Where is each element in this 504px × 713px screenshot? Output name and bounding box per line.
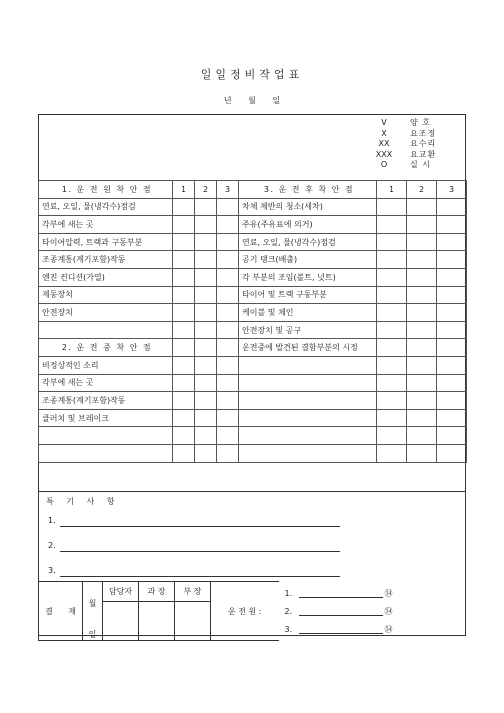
- check-box[interactable]: [377, 409, 407, 427]
- check-box[interactable]: [217, 392, 239, 410]
- check-box[interactable]: [377, 427, 407, 445]
- checklist-row: [39, 304, 467, 322]
- legend-symbol: O: [380, 160, 388, 169]
- check-box[interactable]: [217, 444, 239, 462]
- seal-mark: ㉞: [384, 606, 393, 616]
- checklist-row: [39, 444, 467, 462]
- col-number: 2: [407, 181, 437, 199]
- col-number: 1: [377, 181, 407, 199]
- legend-text: 요교환: [410, 149, 437, 159]
- left-check-item: [39, 321, 173, 339]
- notes-title: 특 기 사 항: [46, 497, 120, 506]
- left-check-item: 엔진 컨디션(가열): [39, 268, 173, 286]
- check-box[interactable]: [195, 339, 217, 357]
- check-box[interactable]: [217, 216, 239, 234]
- note-line-2[interactable]: [48, 541, 56, 550]
- check-box[interactable]: [437, 286, 467, 304]
- col-number: 3: [217, 181, 239, 199]
- right-check-item: 운전중에 발견된 결함부분의 시정: [239, 339, 377, 357]
- check-box[interactable]: [437, 374, 467, 392]
- check-box[interactable]: [173, 392, 195, 410]
- check-box[interactable]: [217, 374, 239, 392]
- checklist-row: [39, 409, 467, 427]
- legend-symbol: XXX: [375, 149, 393, 159]
- sign-box-manager[interactable]: [103, 601, 139, 640]
- driver-line[interactable]: [285, 602, 467, 620]
- check-box[interactable]: [217, 321, 239, 339]
- left-section-header: 1. 운 전 원 착 안 점: [39, 181, 173, 199]
- check-box[interactable]: [173, 409, 195, 427]
- check-box[interactable]: [377, 198, 407, 216]
- check-box[interactable]: [437, 444, 467, 462]
- check-box[interactable]: [377, 304, 407, 322]
- check-box[interactable]: [173, 444, 195, 462]
- check-box[interactable]: [195, 321, 217, 339]
- check-box[interactable]: [407, 198, 437, 216]
- left-check-item: [39, 427, 173, 445]
- legend-row: [372, 118, 450, 129]
- right-check-item: [239, 444, 377, 462]
- check-box[interactable]: [437, 304, 467, 322]
- right-section-header: 3. 운 전 후 착 안 점: [239, 181, 377, 199]
- checklist-row: [39, 198, 467, 216]
- sign-box-section-chief[interactable]: [139, 601, 175, 640]
- check-box[interactable]: [437, 251, 467, 269]
- check-box[interactable]: [173, 233, 195, 251]
- note-number: 1.: [48, 516, 56, 525]
- driver-line[interactable]: [285, 620, 467, 638]
- col-number: 3: [437, 181, 467, 199]
- checklist-row: [39, 268, 467, 286]
- right-check-item: 타이어 및 트랙 구동부분: [239, 286, 377, 304]
- check-box[interactable]: [437, 409, 467, 427]
- right-check-item: 차체 제반의 청소(세차): [239, 198, 377, 216]
- check-box[interactable]: [173, 198, 195, 216]
- legend-symbol: XX: [378, 139, 390, 148]
- check-box[interactable]: [377, 392, 407, 410]
- check-box[interactable]: [407, 216, 437, 234]
- check-box[interactable]: [173, 268, 195, 286]
- left-check-item: 조종계통(계기포함)작동: [39, 392, 173, 410]
- left-check-item: 비정상적인 소리: [39, 356, 173, 374]
- date-month-label: 월: [248, 96, 256, 105]
- role-section-chief: 과 장: [139, 582, 175, 602]
- checklist-row: [39, 251, 467, 269]
- right-check-item: [239, 374, 377, 392]
- right-check-item: 연료, 오일, 물(냉각수)점검: [239, 233, 377, 251]
- date-day-label: 일: [272, 96, 281, 105]
- check-box[interactable]: [217, 268, 239, 286]
- check-box[interactable]: [217, 233, 239, 251]
- legend-text: 양 호: [410, 118, 431, 127]
- left-check-item: 조종계통(계기포함)작동: [39, 251, 173, 269]
- check-box[interactable]: [437, 427, 467, 445]
- col-number: 1: [173, 181, 195, 199]
- sign-box-dept-head[interactable]: [175, 601, 211, 640]
- check-box[interactable]: [407, 233, 437, 251]
- check-box[interactable]: [437, 321, 467, 339]
- day-label: 일: [88, 630, 97, 639]
- seal-mark: ㉞: [384, 588, 393, 598]
- left-check-item: 제동장치: [39, 286, 173, 304]
- check-box[interactable]: [377, 356, 407, 374]
- check-box[interactable]: [217, 198, 239, 216]
- check-box[interactable]: [407, 356, 437, 374]
- approval-label-b: 재: [68, 606, 76, 616]
- checklist-table: [38, 180, 467, 463]
- check-box[interactable]: [195, 444, 217, 462]
- driver-label: 운 전 원 :: [211, 582, 279, 641]
- role-manager: 담당자: [103, 582, 139, 602]
- col-number: 2: [195, 181, 217, 199]
- check-box[interactable]: [437, 392, 467, 410]
- check-box[interactable]: [195, 356, 217, 374]
- check-box[interactable]: [217, 286, 239, 304]
- check-box[interactable]: [173, 304, 195, 322]
- legend-row: [372, 150, 450, 161]
- check-box[interactable]: [437, 233, 467, 251]
- role-dept-head: 부 장: [175, 582, 211, 602]
- driver-sign-area: [279, 582, 467, 641]
- checklist-row: [39, 427, 467, 445]
- approval-label-cell: [39, 582, 83, 641]
- right-check-item: 각 부분의 조임(볼트, 넛트): [239, 268, 377, 286]
- check-box[interactable]: [173, 427, 195, 445]
- check-box[interactable]: [407, 286, 437, 304]
- checklist-row: [39, 286, 467, 304]
- left-check-item: 각부에 새는 곳: [39, 216, 173, 234]
- check-box[interactable]: [195, 374, 217, 392]
- right-check-item: [239, 409, 377, 427]
- check-box[interactable]: [195, 392, 217, 410]
- checklist-header-row: [39, 181, 467, 199]
- check-box[interactable]: [377, 339, 407, 357]
- check-box[interactable]: [195, 233, 217, 251]
- check-box[interactable]: [437, 356, 467, 374]
- check-box[interactable]: [377, 233, 407, 251]
- check-box[interactable]: [407, 304, 437, 322]
- checklist-row: [39, 392, 467, 410]
- check-box[interactable]: [217, 356, 239, 374]
- right-check-item: 주유(주유표에 의거): [239, 216, 377, 234]
- check-box[interactable]: [377, 268, 407, 286]
- date-year-label: 년: [223, 96, 232, 105]
- check-box[interactable]: [437, 198, 467, 216]
- note-line-3[interactable]: [48, 566, 56, 575]
- check-box[interactable]: [377, 444, 407, 462]
- check-box[interactable]: [173, 374, 195, 392]
- note-line-1[interactable]: [48, 516, 56, 525]
- check-box[interactable]: [407, 427, 437, 445]
- checklist-row: [39, 339, 467, 357]
- month-label: 월: [88, 599, 97, 608]
- approval-table: [38, 581, 467, 641]
- check-box[interactable]: [407, 444, 437, 462]
- right-check-item: 공기 탱크(배출): [239, 251, 377, 269]
- check-box[interactable]: [173, 286, 195, 304]
- check-box[interactable]: [217, 409, 239, 427]
- left-check-item: [39, 444, 173, 462]
- check-box[interactable]: [173, 339, 195, 357]
- driver-line-number: 1.: [284, 588, 293, 598]
- legend-text: 요조정: [410, 128, 437, 138]
- checklist-row: [39, 216, 467, 234]
- check-box[interactable]: [173, 356, 195, 374]
- check-box[interactable]: [437, 339, 467, 357]
- status-legend: [372, 118, 450, 171]
- check-box[interactable]: [407, 409, 437, 427]
- driver-line-number: 3.: [284, 624, 293, 634]
- check-box[interactable]: [407, 321, 437, 339]
- check-box[interactable]: [437, 268, 467, 286]
- left-check-item: 연료, 오일, 물(냉각수)점검: [39, 198, 173, 216]
- date-line: [0, 95, 504, 106]
- legend-row: [372, 129, 450, 140]
- left-check-item: 안전장치: [39, 304, 173, 322]
- check-box[interactable]: [195, 427, 217, 445]
- right-check-item: [239, 392, 377, 410]
- check-box[interactable]: [437, 216, 467, 234]
- right-check-item: 안전장치 및 공구: [239, 321, 377, 339]
- check-box[interactable]: [195, 304, 217, 322]
- check-box[interactable]: [407, 392, 437, 410]
- check-box[interactable]: [407, 251, 437, 269]
- check-box[interactable]: [377, 286, 407, 304]
- form-title: 일일정비작업표: [200, 68, 304, 81]
- check-box[interactable]: [377, 251, 407, 269]
- check-box[interactable]: [407, 339, 437, 357]
- left-check-item: 클러치 및 브레이크: [39, 409, 173, 427]
- check-box[interactable]: [217, 251, 239, 269]
- right-check-item: [239, 427, 377, 445]
- check-box[interactable]: [377, 374, 407, 392]
- legend-symbol: V: [381, 118, 387, 127]
- note-number: 3.: [48, 566, 56, 575]
- driver-line[interactable]: [285, 584, 467, 602]
- check-box[interactable]: [377, 321, 407, 339]
- left-section-header: 2. 운 전 중 착 안 점: [39, 339, 173, 357]
- right-check-item: 케이블 및 체인: [239, 304, 377, 322]
- check-box[interactable]: [407, 374, 437, 392]
- check-box[interactable]: [195, 216, 217, 234]
- legend-text: 요수리: [410, 139, 437, 148]
- check-box[interactable]: [173, 321, 195, 339]
- check-box[interactable]: [173, 251, 195, 269]
- check-box[interactable]: [217, 339, 239, 357]
- check-box[interactable]: [195, 251, 217, 269]
- check-box[interactable]: [195, 286, 217, 304]
- check-box[interactable]: [195, 198, 217, 216]
- note-number: 2.: [48, 541, 56, 550]
- month-day-cell: [83, 582, 103, 641]
- check-box[interactable]: [407, 268, 437, 286]
- left-check-item: 각부에 새는 곳: [39, 374, 173, 392]
- check-box[interactable]: [377, 216, 407, 234]
- approval-label-a: 결: [45, 606, 53, 616]
- legend-row: [372, 139, 450, 150]
- check-box[interactable]: [217, 427, 239, 445]
- checklist-row: [39, 374, 467, 392]
- check-box[interactable]: [173, 216, 195, 234]
- legend-row: [372, 160, 450, 171]
- check-box[interactable]: [217, 304, 239, 322]
- check-box[interactable]: [195, 409, 217, 427]
- left-check-item: 타이어압력, 트랙과 구동부분: [39, 233, 173, 251]
- right-check-item: [239, 356, 377, 374]
- checklist-row: [39, 321, 467, 339]
- checklist-row: [39, 356, 467, 374]
- seal-mark: ㉞: [384, 624, 393, 634]
- legend-text: 실 시: [410, 160, 431, 169]
- check-box[interactable]: [195, 268, 217, 286]
- legend-symbol: X: [381, 128, 387, 138]
- checklist-row: [39, 233, 467, 251]
- driver-line-number: 2.: [284, 606, 293, 616]
